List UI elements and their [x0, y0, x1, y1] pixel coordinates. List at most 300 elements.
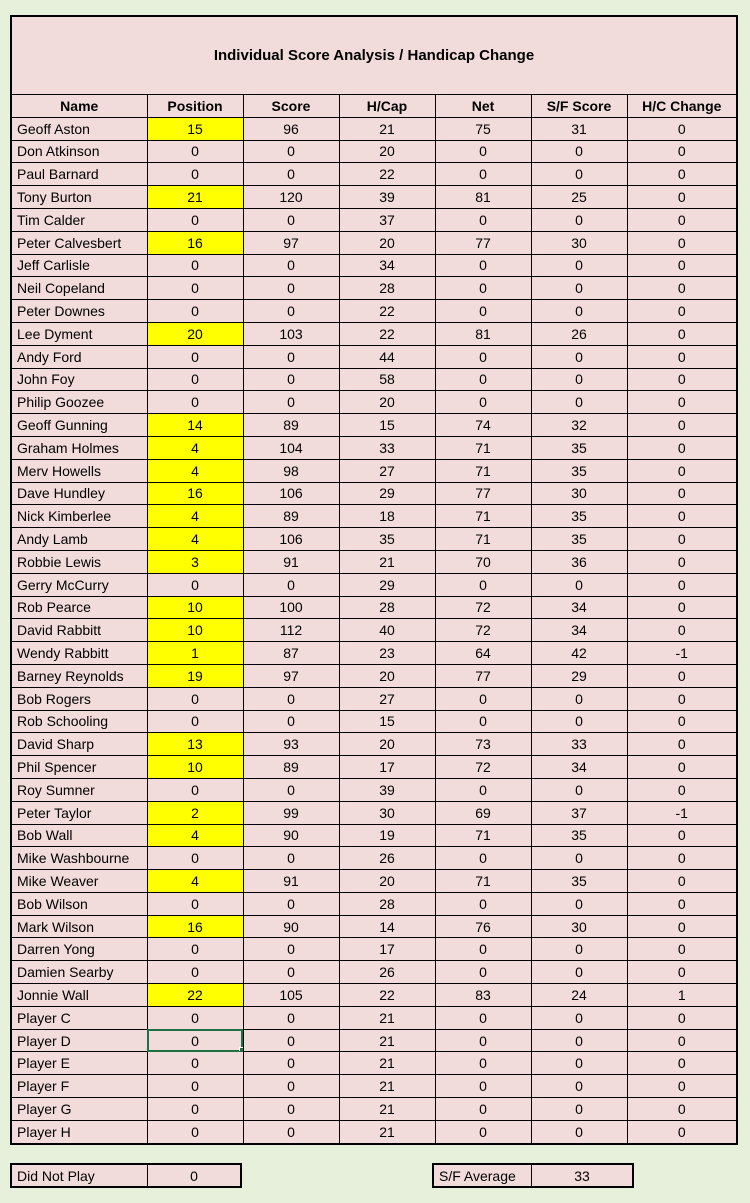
cell-hc-change[interactable]: -1: [627, 642, 736, 665]
cell-sf-score[interactable]: 0: [531, 391, 627, 414]
cell-net[interactable]: 77: [435, 231, 531, 254]
cell-sf-score[interactable]: 35: [531, 824, 627, 847]
cell-sf-score[interactable]: 35: [531, 870, 627, 893]
cell-sf-score[interactable]: 0: [531, 140, 627, 163]
cell-name[interactable]: Dave Hundley: [12, 482, 147, 505]
cell-name[interactable]: Geoff Gunning: [12, 414, 147, 437]
cell-hcap[interactable]: 39: [339, 186, 435, 209]
cell-net[interactable]: 74: [435, 414, 531, 437]
cell-net[interactable]: 81: [435, 322, 531, 345]
cell-hc-change[interactable]: 0: [627, 824, 736, 847]
cell-hcap[interactable]: 22: [339, 300, 435, 323]
cell-name[interactable]: Robbie Lewis: [12, 550, 147, 573]
cell-hcap[interactable]: 27: [339, 687, 435, 710]
cell-sf-score[interactable]: 0: [531, 163, 627, 186]
cell-score[interactable]: 0: [243, 961, 339, 984]
cell-position[interactable]: 0: [147, 1006, 243, 1029]
cell-hc-change[interactable]: 0: [627, 1029, 736, 1052]
cell-score[interactable]: 91: [243, 870, 339, 893]
cell-position[interactable]: 0: [147, 1029, 243, 1052]
cell-hc-change[interactable]: 0: [627, 208, 736, 231]
cell-sf-score[interactable]: 36: [531, 550, 627, 573]
cell-hcap[interactable]: 15: [339, 414, 435, 437]
cell-net[interactable]: 0: [435, 208, 531, 231]
cell-hc-change[interactable]: 0: [627, 1120, 736, 1142]
col-header-score[interactable]: Score: [243, 95, 339, 117]
cell-position[interactable]: 0: [147, 345, 243, 368]
cell-name[interactable]: Damien Searby: [12, 961, 147, 984]
cell-sf-score[interactable]: 32: [531, 414, 627, 437]
col-header-hcap[interactable]: H/Cap: [339, 95, 435, 117]
cell-sf-score[interactable]: 0: [531, 345, 627, 368]
cell-sf-score[interactable]: 35: [531, 505, 627, 528]
cell-hc-change[interactable]: 0: [627, 847, 736, 870]
cell-name[interactable]: Player D: [12, 1029, 147, 1052]
cell-hcap[interactable]: 33: [339, 436, 435, 459]
did-not-play-value[interactable]: 0: [190, 1167, 198, 1184]
cell-hcap[interactable]: 23: [339, 642, 435, 665]
cell-position[interactable]: 4: [147, 505, 243, 528]
cell-net[interactable]: 0: [435, 1098, 531, 1121]
cell-hcap[interactable]: 34: [339, 254, 435, 277]
cell-sf-score[interactable]: 0: [531, 938, 627, 961]
cell-position[interactable]: 4: [147, 528, 243, 551]
cell-hc-change[interactable]: 0: [627, 870, 736, 893]
cell-sf-score[interactable]: 0: [531, 1029, 627, 1052]
cell-hc-change[interactable]: 0: [627, 140, 736, 163]
cell-hc-change[interactable]: 0: [627, 778, 736, 801]
cell-hc-change[interactable]: 1: [627, 984, 736, 1007]
cell-hcap[interactable]: 58: [339, 368, 435, 391]
cell-name[interactable]: Mike Washbourne: [12, 847, 147, 870]
cell-hcap[interactable]: 21: [339, 1052, 435, 1075]
cell-hcap[interactable]: 20: [339, 391, 435, 414]
cell-name[interactable]: Geoff Aston: [12, 117, 147, 140]
cell-name[interactable]: Andy Lamb: [12, 528, 147, 551]
cell-hc-change[interactable]: 0: [627, 505, 736, 528]
cell-net[interactable]: 0: [435, 254, 531, 277]
cell-score[interactable]: 0: [243, 208, 339, 231]
col-header-hc-change[interactable]: H/C Change: [627, 95, 736, 117]
cell-position[interactable]: 4: [147, 824, 243, 847]
cell-name[interactable]: Mike Weaver: [12, 870, 147, 893]
cell-sf-score[interactable]: 0: [531, 300, 627, 323]
cell-score[interactable]: 0: [243, 391, 339, 414]
cell-name[interactable]: Jonnie Wall: [12, 984, 147, 1007]
cell-name[interactable]: Player C: [12, 1006, 147, 1029]
cell-score[interactable]: 104: [243, 436, 339, 459]
cell-net[interactable]: 0: [435, 1052, 531, 1075]
cell-sf-score[interactable]: 34: [531, 596, 627, 619]
cell-hc-change[interactable]: 0: [627, 345, 736, 368]
cell-hc-change[interactable]: 0: [627, 459, 736, 482]
cell-score[interactable]: 0: [243, 1006, 339, 1029]
cell-position[interactable]: 16: [147, 482, 243, 505]
cell-hcap[interactable]: 37: [339, 208, 435, 231]
cell-hc-change[interactable]: 0: [627, 573, 736, 596]
cell-hcap[interactable]: 30: [339, 801, 435, 824]
cell-net[interactable]: 71: [435, 436, 531, 459]
cell-net[interactable]: 0: [435, 391, 531, 414]
cell-score[interactable]: 0: [243, 573, 339, 596]
cell-score[interactable]: 0: [243, 1098, 339, 1121]
cell-hc-change[interactable]: 0: [627, 186, 736, 209]
cell-position[interactable]: 0: [147, 710, 243, 733]
cell-hc-change[interactable]: 0: [627, 300, 736, 323]
cell-score[interactable]: 120: [243, 186, 339, 209]
cell-net[interactable]: 0: [435, 1120, 531, 1142]
cell-sf-score[interactable]: 0: [531, 847, 627, 870]
cell-net[interactable]: 0: [435, 300, 531, 323]
cell-sf-score[interactable]: 0: [531, 573, 627, 596]
cell-sf-score[interactable]: 0: [531, 1052, 627, 1075]
cell-score[interactable]: 89: [243, 414, 339, 437]
cell-net[interactable]: 75: [435, 117, 531, 140]
cell-hcap[interactable]: 19: [339, 824, 435, 847]
cell-sf-score[interactable]: 0: [531, 208, 627, 231]
cell-hc-change[interactable]: 0: [627, 596, 736, 619]
cell-sf-score[interactable]: 24: [531, 984, 627, 1007]
cell-name[interactable]: Jeff Carlisle: [12, 254, 147, 277]
cell-hcap[interactable]: 28: [339, 277, 435, 300]
cell-score[interactable]: 90: [243, 915, 339, 938]
cell-net[interactable]: 71: [435, 528, 531, 551]
cell-net[interactable]: 72: [435, 596, 531, 619]
cell-score[interactable]: 0: [243, 368, 339, 391]
cell-name[interactable]: David Rabbitt: [12, 619, 147, 642]
cell-hc-change[interactable]: 0: [627, 231, 736, 254]
cell-sf-score[interactable]: 33: [531, 733, 627, 756]
cell-name[interactable]: Player H: [12, 1120, 147, 1142]
col-header-net[interactable]: Net: [435, 95, 531, 117]
cell-hc-change[interactable]: 0: [627, 117, 736, 140]
cell-position[interactable]: 0: [147, 277, 243, 300]
cell-hcap[interactable]: 20: [339, 870, 435, 893]
col-header-name[interactable]: Name: [12, 95, 147, 117]
cell-net[interactable]: 64: [435, 642, 531, 665]
cell-name[interactable]: Peter Downes: [12, 300, 147, 323]
cell-hc-change[interactable]: 0: [627, 710, 736, 733]
cell-score[interactable]: 0: [243, 687, 339, 710]
cell-score[interactable]: 0: [243, 1075, 339, 1098]
cell-score[interactable]: 0: [243, 163, 339, 186]
cell-sf-score[interactable]: 31: [531, 117, 627, 140]
cell-hcap[interactable]: 29: [339, 482, 435, 505]
cell-sf-score[interactable]: 30: [531, 231, 627, 254]
cell-name[interactable]: Bob Wilson: [12, 892, 147, 915]
cell-position[interactable]: 16: [147, 231, 243, 254]
cell-hcap[interactable]: 17: [339, 938, 435, 961]
cell-hc-change[interactable]: -1: [627, 801, 736, 824]
cell-name[interactable]: Rob Schooling: [12, 710, 147, 733]
cell-score[interactable]: 0: [243, 1052, 339, 1075]
cell-sf-score[interactable]: 0: [531, 892, 627, 915]
cell-name[interactable]: Tim Calder: [12, 208, 147, 231]
cell-net[interactable]: 81: [435, 186, 531, 209]
cell-net[interactable]: 76: [435, 915, 531, 938]
cell-sf-score[interactable]: 30: [531, 915, 627, 938]
cell-hc-change[interactable]: 0: [627, 1098, 736, 1121]
cell-name[interactable]: David Sharp: [12, 733, 147, 756]
cell-hc-change[interactable]: 0: [627, 1052, 736, 1075]
cell-hcap[interactable]: 40: [339, 619, 435, 642]
cell-hcap[interactable]: 27: [339, 459, 435, 482]
cell-score[interactable]: 98: [243, 459, 339, 482]
cell-hcap[interactable]: 44: [339, 345, 435, 368]
cell-position[interactable]: 21: [147, 186, 243, 209]
cell-position[interactable]: 3: [147, 550, 243, 573]
cell-score[interactable]: 106: [243, 528, 339, 551]
cell-net[interactable]: 0: [435, 573, 531, 596]
cell-sf-score[interactable]: 42: [531, 642, 627, 665]
cell-position[interactable]: 4: [147, 436, 243, 459]
cell-name[interactable]: Bob Wall: [12, 824, 147, 847]
cell-hcap[interactable]: 22: [339, 322, 435, 345]
cell-position[interactable]: 10: [147, 619, 243, 642]
cell-score[interactable]: 0: [243, 277, 339, 300]
cell-position[interactable]: 0: [147, 961, 243, 984]
col-header-sf-score[interactable]: S/F Score: [531, 95, 627, 117]
cell-name[interactable]: Graham Holmes: [12, 436, 147, 459]
cell-hc-change[interactable]: 0: [627, 550, 736, 573]
cell-hc-change[interactable]: 0: [627, 687, 736, 710]
cell-hc-change[interactable]: 0: [627, 436, 736, 459]
cell-net[interactable]: 71: [435, 459, 531, 482]
cell-score[interactable]: 89: [243, 756, 339, 779]
cell-sf-score[interactable]: 37: [531, 801, 627, 824]
cell-name[interactable]: Lee Dyment: [12, 322, 147, 345]
cell-position[interactable]: 0: [147, 573, 243, 596]
cell-hc-change[interactable]: 0: [627, 163, 736, 186]
cell-name[interactable]: Paul Barnard: [12, 163, 147, 186]
cell-hcap[interactable]: 21: [339, 1075, 435, 1098]
cell-hcap[interactable]: 17: [339, 756, 435, 779]
cell-hcap[interactable]: 21: [339, 1120, 435, 1142]
cell-name[interactable]: Darren Yong: [12, 938, 147, 961]
cell-net[interactable]: 0: [435, 961, 531, 984]
cell-position[interactable]: 0: [147, 1098, 243, 1121]
cell-name[interactable]: Peter Calvesbert: [12, 231, 147, 254]
cell-name[interactable]: Rob Pearce: [12, 596, 147, 619]
cell-sf-score[interactable]: 35: [531, 459, 627, 482]
cell-net[interactable]: 0: [435, 1006, 531, 1029]
cell-sf-score[interactable]: 30: [531, 482, 627, 505]
cell-sf-score[interactable]: 35: [531, 528, 627, 551]
cell-name[interactable]: Tony Burton: [12, 186, 147, 209]
cell-sf-score[interactable]: 0: [531, 1075, 627, 1098]
cell-net[interactable]: 0: [435, 345, 531, 368]
cell-sf-score[interactable]: 26: [531, 322, 627, 345]
cell-hc-change[interactable]: 0: [627, 733, 736, 756]
cell-sf-score[interactable]: 34: [531, 619, 627, 642]
cell-position[interactable]: 4: [147, 870, 243, 893]
cell-score[interactable]: 100: [243, 596, 339, 619]
cell-hc-change[interactable]: 0: [627, 528, 736, 551]
cell-net[interactable]: 0: [435, 1075, 531, 1098]
cell-hcap[interactable]: 21: [339, 550, 435, 573]
cell-hc-change[interactable]: 0: [627, 1006, 736, 1029]
cell-hc-change[interactable]: 0: [627, 938, 736, 961]
cell-position[interactable]: 15: [147, 117, 243, 140]
cell-score[interactable]: 0: [243, 140, 339, 163]
cell-sf-score[interactable]: 34: [531, 756, 627, 779]
sf-average-label[interactable]: S/F Average: [434, 1165, 532, 1186]
cell-position[interactable]: 0: [147, 892, 243, 915]
cell-net[interactable]: 0: [435, 1029, 531, 1052]
cell-hcap[interactable]: 15: [339, 710, 435, 733]
cell-position[interactable]: 0: [147, 140, 243, 163]
cell-score[interactable]: 87: [243, 642, 339, 665]
cell-name[interactable]: Nick Kimberlee: [12, 505, 147, 528]
cell-hcap[interactable]: 21: [339, 1006, 435, 1029]
cell-score[interactable]: 97: [243, 231, 339, 254]
cell-position[interactable]: 16: [147, 915, 243, 938]
cell-position[interactable]: 0: [147, 847, 243, 870]
cell-net[interactable]: 73: [435, 733, 531, 756]
cell-name[interactable]: Gerry McCurry: [12, 573, 147, 596]
cell-score[interactable]: 0: [243, 345, 339, 368]
did-not-play-label[interactable]: Did Not Play: [12, 1165, 148, 1186]
cell-position[interactable]: 0: [147, 687, 243, 710]
cell-score[interactable]: 0: [243, 254, 339, 277]
cell-name[interactable]: Neil Copeland: [12, 277, 147, 300]
cell-hc-change[interactable]: 0: [627, 892, 736, 915]
cell-score[interactable]: 103: [243, 322, 339, 345]
cell-sf-score[interactable]: 0: [531, 1120, 627, 1142]
cell-name[interactable]: Merv Howells: [12, 459, 147, 482]
sf-average-value[interactable]: 33: [574, 1167, 590, 1184]
cell-sf-score[interactable]: 35: [531, 436, 627, 459]
cell-position[interactable]: 20: [147, 322, 243, 345]
cell-net[interactable]: 77: [435, 482, 531, 505]
cell-net[interactable]: 77: [435, 664, 531, 687]
cell-hcap[interactable]: 22: [339, 984, 435, 1007]
cell-sf-score[interactable]: 25: [531, 186, 627, 209]
cell-net[interactable]: 0: [435, 892, 531, 915]
cell-sf-score[interactable]: 0: [531, 778, 627, 801]
cell-net[interactable]: 0: [435, 778, 531, 801]
cell-position[interactable]: 1: [147, 642, 243, 665]
cell-sf-score[interactable]: 0: [531, 1098, 627, 1121]
cell-name[interactable]: Andy Ford: [12, 345, 147, 368]
cell-score[interactable]: 112: [243, 619, 339, 642]
cell-net[interactable]: 0: [435, 687, 531, 710]
cell-position[interactable]: 22: [147, 984, 243, 1007]
cell-name[interactable]: Player E: [12, 1052, 147, 1075]
cell-name[interactable]: Don Atkinson: [12, 140, 147, 163]
cell-net[interactable]: 0: [435, 847, 531, 870]
cell-score[interactable]: 106: [243, 482, 339, 505]
cell-net[interactable]: 71: [435, 870, 531, 893]
cell-sf-score[interactable]: 0: [531, 277, 627, 300]
cell-position[interactable]: 0: [147, 1052, 243, 1075]
cell-net[interactable]: 0: [435, 277, 531, 300]
cell-hcap[interactable]: 18: [339, 505, 435, 528]
cell-position[interactable]: 0: [147, 391, 243, 414]
cell-score[interactable]: 93: [243, 733, 339, 756]
cell-sf-score[interactable]: 0: [531, 368, 627, 391]
cell-sf-score[interactable]: 0: [531, 687, 627, 710]
cell-position[interactable]: 19: [147, 664, 243, 687]
cell-score[interactable]: 0: [243, 710, 339, 733]
cell-score[interactable]: 0: [243, 778, 339, 801]
cell-hcap[interactable]: 29: [339, 573, 435, 596]
cell-net[interactable]: 0: [435, 368, 531, 391]
cell-hcap[interactable]: 20: [339, 231, 435, 254]
cell-hcap[interactable]: 26: [339, 961, 435, 984]
cell-position[interactable]: 0: [147, 778, 243, 801]
cell-net[interactable]: 72: [435, 756, 531, 779]
cell-hcap[interactable]: 20: [339, 664, 435, 687]
cell-position[interactable]: 0: [147, 368, 243, 391]
cell-sf-score[interactable]: 0: [531, 710, 627, 733]
cell-score[interactable]: 91: [243, 550, 339, 573]
cell-hcap[interactable]: 20: [339, 140, 435, 163]
cell-net[interactable]: 71: [435, 824, 531, 847]
cell-net[interactable]: 0: [435, 938, 531, 961]
cell-position[interactable]: 14: [147, 414, 243, 437]
cell-hcap[interactable]: 14: [339, 915, 435, 938]
cell-name[interactable]: Bob Rogers: [12, 687, 147, 710]
cell-hc-change[interactable]: 0: [627, 961, 736, 984]
cell-name[interactable]: Phil Spencer: [12, 756, 147, 779]
cell-score[interactable]: 0: [243, 300, 339, 323]
cell-score[interactable]: 90: [243, 824, 339, 847]
cell-position[interactable]: 10: [147, 756, 243, 779]
cell-position[interactable]: 0: [147, 1120, 243, 1142]
cell-hc-change[interactable]: 0: [627, 414, 736, 437]
cell-score[interactable]: 0: [243, 1029, 339, 1052]
cell-name[interactable]: Wendy Rabbitt: [12, 642, 147, 665]
cell-hcap[interactable]: 28: [339, 596, 435, 619]
cell-hcap[interactable]: 21: [339, 117, 435, 140]
cell-position[interactable]: 0: [147, 1075, 243, 1098]
cell-name[interactable]: Roy Sumner: [12, 778, 147, 801]
col-header-position[interactable]: Position: [147, 95, 243, 117]
cell-net[interactable]: 71: [435, 505, 531, 528]
cell-net[interactable]: 70: [435, 550, 531, 573]
cell-position[interactable]: 13: [147, 733, 243, 756]
cell-name[interactable]: Peter Taylor: [12, 801, 147, 824]
cell-hcap[interactable]: 20: [339, 733, 435, 756]
cell-hcap[interactable]: 26: [339, 847, 435, 870]
cell-sf-score[interactable]: 0: [531, 254, 627, 277]
cell-name[interactable]: Barney Reynolds: [12, 664, 147, 687]
cell-hcap[interactable]: 21: [339, 1098, 435, 1121]
cell-score[interactable]: 105: [243, 984, 339, 1007]
cell-name[interactable]: John Foy: [12, 368, 147, 391]
cell-hc-change[interactable]: 0: [627, 254, 736, 277]
cell-net[interactable]: 69: [435, 801, 531, 824]
cell-position[interactable]: 0: [147, 254, 243, 277]
cell-net[interactable]: 0: [435, 140, 531, 163]
cell-score[interactable]: 89: [243, 505, 339, 528]
cell-net[interactable]: 83: [435, 984, 531, 1007]
cell-net[interactable]: 72: [435, 619, 531, 642]
cell-score[interactable]: 97: [243, 664, 339, 687]
cell-name[interactable]: Player G: [12, 1098, 147, 1121]
cell-score[interactable]: 0: [243, 1120, 339, 1142]
cell-score[interactable]: 0: [243, 938, 339, 961]
cell-score[interactable]: 96: [243, 117, 339, 140]
cell-score[interactable]: 0: [243, 847, 339, 870]
cell-position[interactable]: 10: [147, 596, 243, 619]
cell-name[interactable]: Philip Goozee: [12, 391, 147, 414]
cell-score[interactable]: 0: [243, 892, 339, 915]
cell-sf-score[interactable]: 0: [531, 1006, 627, 1029]
cell-score[interactable]: 99: [243, 801, 339, 824]
cell-hcap[interactable]: 35: [339, 528, 435, 551]
